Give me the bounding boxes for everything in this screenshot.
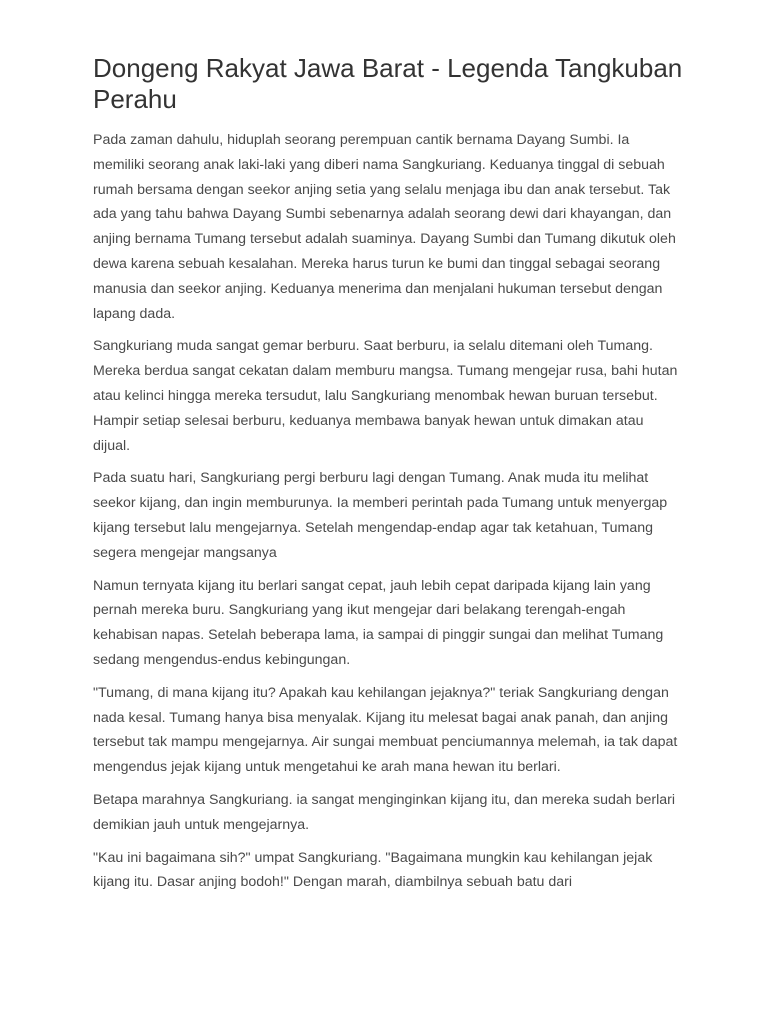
paragraph-5: "Tumang, di mana kijang itu? Apakah kau kehilangan jejaknya?" teriak Sangkuriang dengan nada kesal. Tumang hanya bisa menyalak. Kijang itu melesat bagai anak panah, dan anjing tersebut tak mampu mengejarnya. Air sungai membuat penciumannya melemah, ia tak dapat mengendus jejak kijang untuk mengetahui ke arah mana hewan itu berlari. <box>93 684 678 776</box>
paragraph-2: Sangkuriang muda sangat gemar berburu. Saat berburu, ia selalu ditemani oleh Tumang. Mereka berdua sangat cekatan dalam memburu mangsa. Tumang mengejar rusa, bahi hutan atau kelinci hingga mereka tersudut, lalu Sangkuriang menombak hewan buruan tersebut. Hampir setiap selesai berburu, keduanya membawa banyak hewan untuk dimakan atau dijual. <box>93 338 678 454</box>
document-title: Dongeng Rakyat Jawa Barat - Legenda Tangkuban Perahu <box>93 53 683 114</box>
paragraph-6: Betapa marahnya Sangkuriang. ia sangat menginginkan kijang itu, dan mereka sudah berlari demikian jauh untuk mengejarnya. <box>93 791 676 833</box>
paragraph-1: Pada zaman dahulu, hiduplah seorang perempuan cantik bernama Dayang Sumbi. Ia memiliki seorang anak laki-laki yang diberi nama Sangkuriang. Keduanya tinggal di sebuah rumah bersama dengan seekor anjing setia yang selalu menjaga ibu dan anak tersebut. Tak ada yang tahu bahwa Dayang Sumbi sebenarnya adalah seorang dewi dari khayangan, dan anjing bernama Tumang tersebut adalah suaminya. Dayang Sumbi dan Tumang dikutuk oleh dewa karena sebuah kesalahan. Mereka harus turun ke bumi dan tinggal sebagai seorang manusia dan seekor anjing. Keduanya menerima dan menjalani hukuman tersebut dengan lapang dada. <box>93 132 676 322</box>
paragraph-4: Namun ternyata kijang itu berlari sangat cepat, jauh lebih cepat daripada kijang lain yang pernah mereka buru. Sangkuriang yang ikut mengejar dari belakang terengah-engah kehabisan napas. Setelah beberapa lama, ia sampai di pinggir sungai dan melihat Tumang sedang mengendus-endus kebingungan. <box>93 577 664 668</box>
paragraph-7: "Kau ini bagaimana sih?" umpat Sangkuriang. "Bagaimana mungkin kau kehilangan jejak kijang itu. Dasar anjing bodoh!" Dengan marah, diambilnya sebuah batu dari <box>93 849 653 891</box>
paragraph-3: Pada suatu hari, Sangkuriang pergi berburu lagi dengan Tumang. Anak muda itu melihat seekor kijang, dan ingin memburunya. Ia memberi perintah pada Tumang untuk menyergap kijang tersebut lalu mengejarnya. Setelah mengendap-endap agar tak ketahuan, Tumang segera mengejar mangsanya <box>93 470 668 561</box>
document-page <box>93 53 683 903</box>
